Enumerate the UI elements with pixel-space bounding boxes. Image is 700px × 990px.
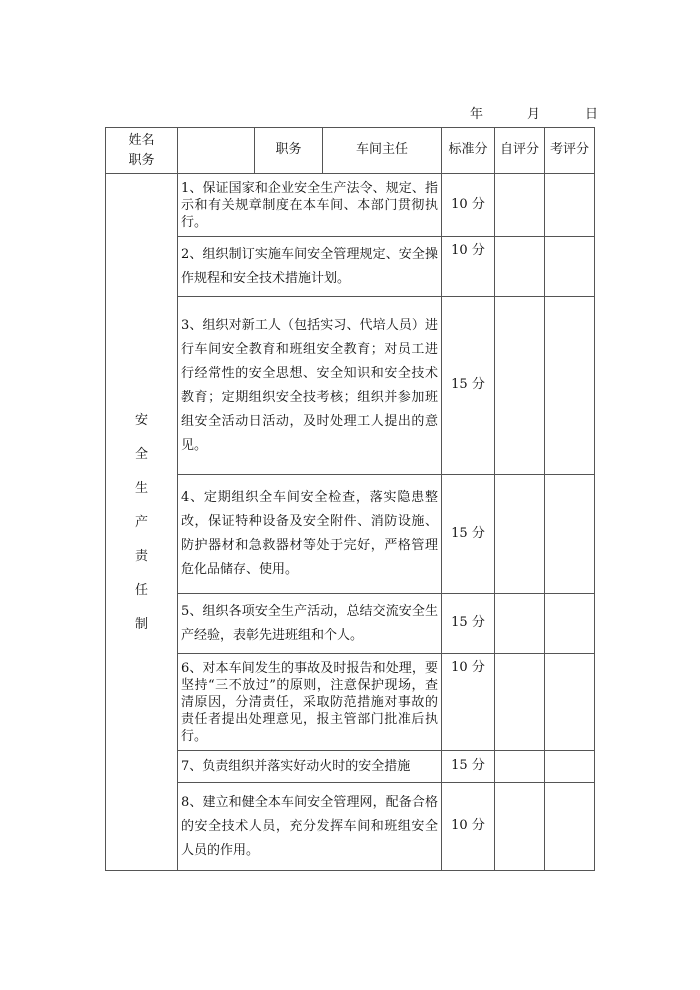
date-line bbox=[470, 103, 610, 121]
review-score-cell[interactable] bbox=[545, 297, 595, 475]
table-row bbox=[106, 751, 595, 783]
item-text: 5、组织各项安全生产活动，总结交流安全生产经验，表彰先进班组和个人。 bbox=[178, 594, 442, 654]
self-score-header: 自评分 bbox=[495, 128, 545, 174]
item-text: 2、组织制订实施车间安全管理规定、安全操作规程和安全技术措施计划。 bbox=[178, 237, 442, 297]
standard-score: 10 分 bbox=[442, 783, 495, 871]
date-year: 年 bbox=[470, 107, 484, 122]
date-day: 日 bbox=[585, 107, 599, 122]
table-row bbox=[106, 783, 595, 871]
review-score-cell[interactable] bbox=[545, 783, 595, 871]
standard-score: 15 分 bbox=[442, 297, 495, 475]
responsibility-evaluation-table bbox=[105, 127, 595, 871]
self-score-cell[interactable] bbox=[495, 594, 545, 654]
review-score-cell[interactable] bbox=[545, 174, 595, 237]
table-row bbox=[106, 297, 595, 475]
name-position-header bbox=[106, 128, 178, 174]
table-row bbox=[106, 174, 595, 237]
item-text: 4、定期组织全车间安全检查，落实隐患整改，保证特种设备及安全附件、消防设施、防护器材和急救器材等处于完好，严格管理危化品储存、使用。 bbox=[178, 475, 442, 594]
standard-score: 15 分 bbox=[442, 594, 495, 654]
date-month: 月 bbox=[527, 107, 541, 122]
standard-score-header: 标准分 bbox=[442, 128, 495, 174]
item-text: 8、建立和健全本车间安全管理网，配备合格的安全技术人员，充分发挥车间和班组安全人员的作用。 bbox=[178, 783, 442, 871]
item-text: 6、对本车间发生的事故及时报告和处理，要坚持“三不放过”的原则，注意保护现场，查清原因，分清责任，采取防范措施对事故的责任者提出处理意见，报主管部门批准后执行。 bbox=[178, 654, 442, 751]
standard-score: 10 分 bbox=[442, 174, 495, 237]
table-row bbox=[106, 594, 595, 654]
standard-score: 10 分 bbox=[442, 654, 495, 751]
table-row bbox=[106, 475, 595, 594]
standard-score: 15 分 bbox=[442, 475, 495, 594]
standard-score: 10 分 bbox=[442, 237, 495, 297]
name-value-cell[interactable] bbox=[178, 128, 255, 174]
header-row bbox=[106, 128, 595, 174]
item-text: 3、组织对新工人（包括实习、代培人员）进行车间安全教育和班组安全教育；对员工进行经常性的安全思想、安全知识和安全技术教育；定期组织安全技考核；组织并参加班组安全活动日活动，及时处理工人提出的意见。 bbox=[178, 297, 442, 475]
review-score-cell[interactable] bbox=[545, 475, 595, 594]
table-row bbox=[106, 237, 595, 297]
review-score-cell[interactable] bbox=[545, 751, 595, 783]
item-text: 1、保证国家和企业安全生产法令、规定、指示和有关规章制度在本车间、本部门贯彻执行。 bbox=[178, 174, 442, 237]
self-score-cell[interactable] bbox=[495, 475, 545, 594]
position-label: 职务 bbox=[128, 152, 155, 168]
standard-score: 15 分 bbox=[442, 751, 495, 783]
table-row bbox=[106, 654, 595, 751]
position-value: 车间主任 bbox=[323, 128, 442, 174]
review-score-header: 考评分 bbox=[545, 128, 595, 174]
name-label: 姓名 bbox=[128, 132, 155, 148]
self-score-cell[interactable] bbox=[495, 174, 545, 237]
self-score-cell[interactable] bbox=[495, 654, 545, 751]
self-score-cell[interactable] bbox=[495, 297, 545, 475]
position-header: 职务 bbox=[255, 128, 323, 174]
section-title: 安 全 生 产 责 任 制 bbox=[106, 174, 178, 871]
review-score-cell[interactable] bbox=[545, 654, 595, 751]
review-score-cell[interactable] bbox=[545, 237, 595, 297]
self-score-cell[interactable] bbox=[495, 783, 545, 871]
item-text: 7、负责组织并落实好动火时的安全措施 bbox=[178, 751, 442, 783]
self-score-cell[interactable] bbox=[495, 237, 545, 297]
self-score-cell[interactable] bbox=[495, 751, 545, 783]
review-score-cell[interactable] bbox=[545, 594, 595, 654]
